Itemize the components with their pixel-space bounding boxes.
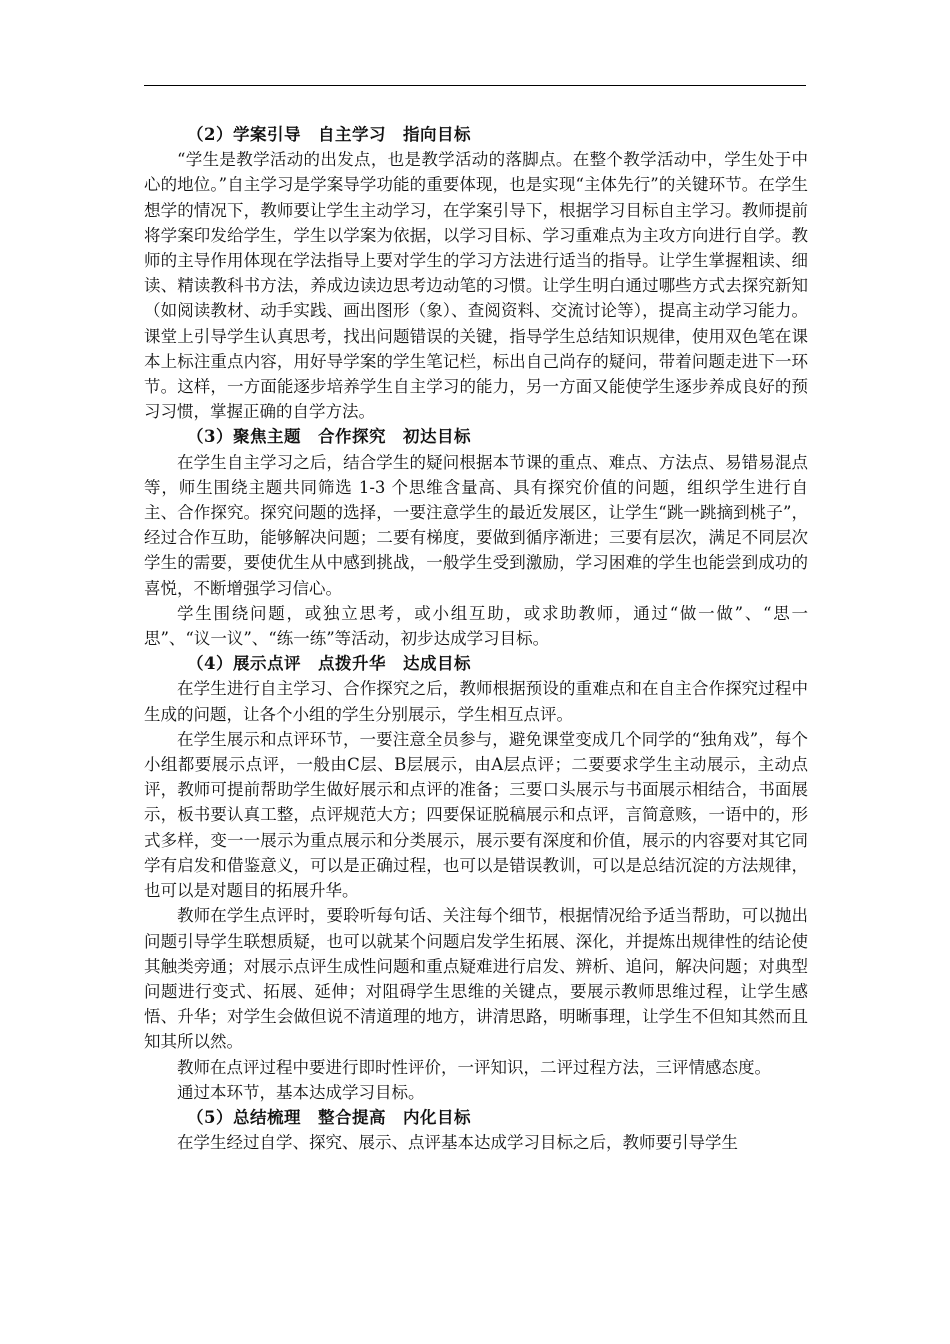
paragraph: 在学生展示和点评环节，一要注意全员参与，避免课堂变成几个同学的“独角戏”，每个小组都要展示点评，一般由C层、B层展示，由A层点评；二要要求学生主动展示，主动点评，教师可提前帮助学生做好展示和点评的准备；三要口头展示与书面展示相结合，书面展示，板书要认真工整，点评规范大方；四要保证脱稿展示和点评，言简意赅，一语中的，形式多样，变一一展示为重点展示和分类展示，展示要有深度和价值，展示的内容要对其它同学有启发和借鉴意义，可以是正确过程，也可以是错误教训，可以是总结沉淀的方法规律，也可以是对题目的拓展升华。 <box>144 729 808 901</box>
header-rule <box>144 85 806 86</box>
section-heading-5: （5）总结梳理 整合提高 内化目标 <box>187 1107 471 1127</box>
paragraph: 学生围绕问题，或独立思考，或小组互助，或求助教师，通过“做一做”、“思一思”、“议一议”、“练一练”等活动，初步达成学习目标。 <box>144 603 808 649</box>
paragraph: 在学生经过自学、探究、展示、点评基本达成学习目标之后，教师要引导学生 <box>177 1133 738 1153</box>
section-heading-4: （4）展示点评 点拨升华 达成目标 <box>187 654 471 674</box>
paragraph: 在学生进行自主学习、合作探究之后，教师根据预设的重难点和在自主合作探究过程中生成的问题，让各个小组的学生分别展示，学生相互点评。 <box>144 679 808 724</box>
paragraph: 通过本环节，基本达成学习目标。 <box>177 1082 425 1102</box>
document-body <box>144 122 808 1155</box>
paragraph: 教师在学生点评时，要聆听每句话、关注每个细节，根据情况给予适当帮助，可以抛出问题引导学生联想质疑，也可以就某个问题启发学生拓展、深化，并提炼出规律性的结论使其触类旁通；对展示点评生成性问题和重点疑难进行启发、辨析、追问，解决问题；对典型问题进行变式、拓展、延伸；对阻碍学生思维的关键点，要展示教师思维过程，让学生感悟、升华；对学生会做但说不清道理的地方，讲清思路，明晰事理，让学生不但知其然而且知其所以然。 <box>144 906 808 1052</box>
section-heading-2: （2）学案引导 自主学习 指向目标 <box>187 125 471 144</box>
section-heading-3: （3）聚焦主题 合作探究 初达目标 <box>187 427 471 447</box>
paragraph: 在学生自主学习之后，结合学生的疑问根据本节课的重点、难点、方法点、易错易混点等，师生围绕主题共同筛选 1-3 个思维含量高、具有探究价值的问题，组织学生进行自主、合作探究。探究问题的选择，一要注意学生的最近发展区，让学生“跳一跳摘到桃子”，经过合作互助，能够解决问题；二要有梯度，要做到循序渐进；三要有层次，满足不同层次学生的需要，要使优生从中感到挑战，一般学生受到激励，学习困难的学生也能尝到成功的喜悦，不断增强学习信心。 <box>144 452 808 598</box>
paragraph: 教师在点评过程中要进行即时性评价，一评知识，二评过程方法，三评情感态度。 <box>177 1057 771 1077</box>
paragraph: “学生是教学活动的出发点，也是教学活动的落脚点。在整个教学活动中，学生处于中心的地位。”自主学习是学案导学功能的重要体现，也是实现“主体先行”的关键环节。在学生想学的情况下，教师要让学生主动学习，在学案引导下，根据学习目标自主学习。教师提前将学案印发给学生，学生以学案为依据，以学习目标、学习重难点为主攻方向进行自学。教师的主导作用体现在学法指导上要对学生的学习方法进行适当的指导。让学生掌握粗读、细读、精读教科书方法，养成边读边思考边动笔的习惯。让学生明白通过哪些方式去探究新知（如阅读教材、动手实践、画出图形（象）、查阅资料、交流讨论等），提高主动学习能力。课堂上引导学生认真思考，找出问题错误的关键，指导学生总结知识规律，使用双色笔在课本上标注重点内容，用好导学案的学生笔记栏，标出自己尚存的疑问，带着问题走进下一环节。这样，一方面能逐步培养学生自主学习的能力，另一方面又能使学生逐步养成良好的预习习惯，掌握正确的自学方法。 <box>144 150 808 422</box>
